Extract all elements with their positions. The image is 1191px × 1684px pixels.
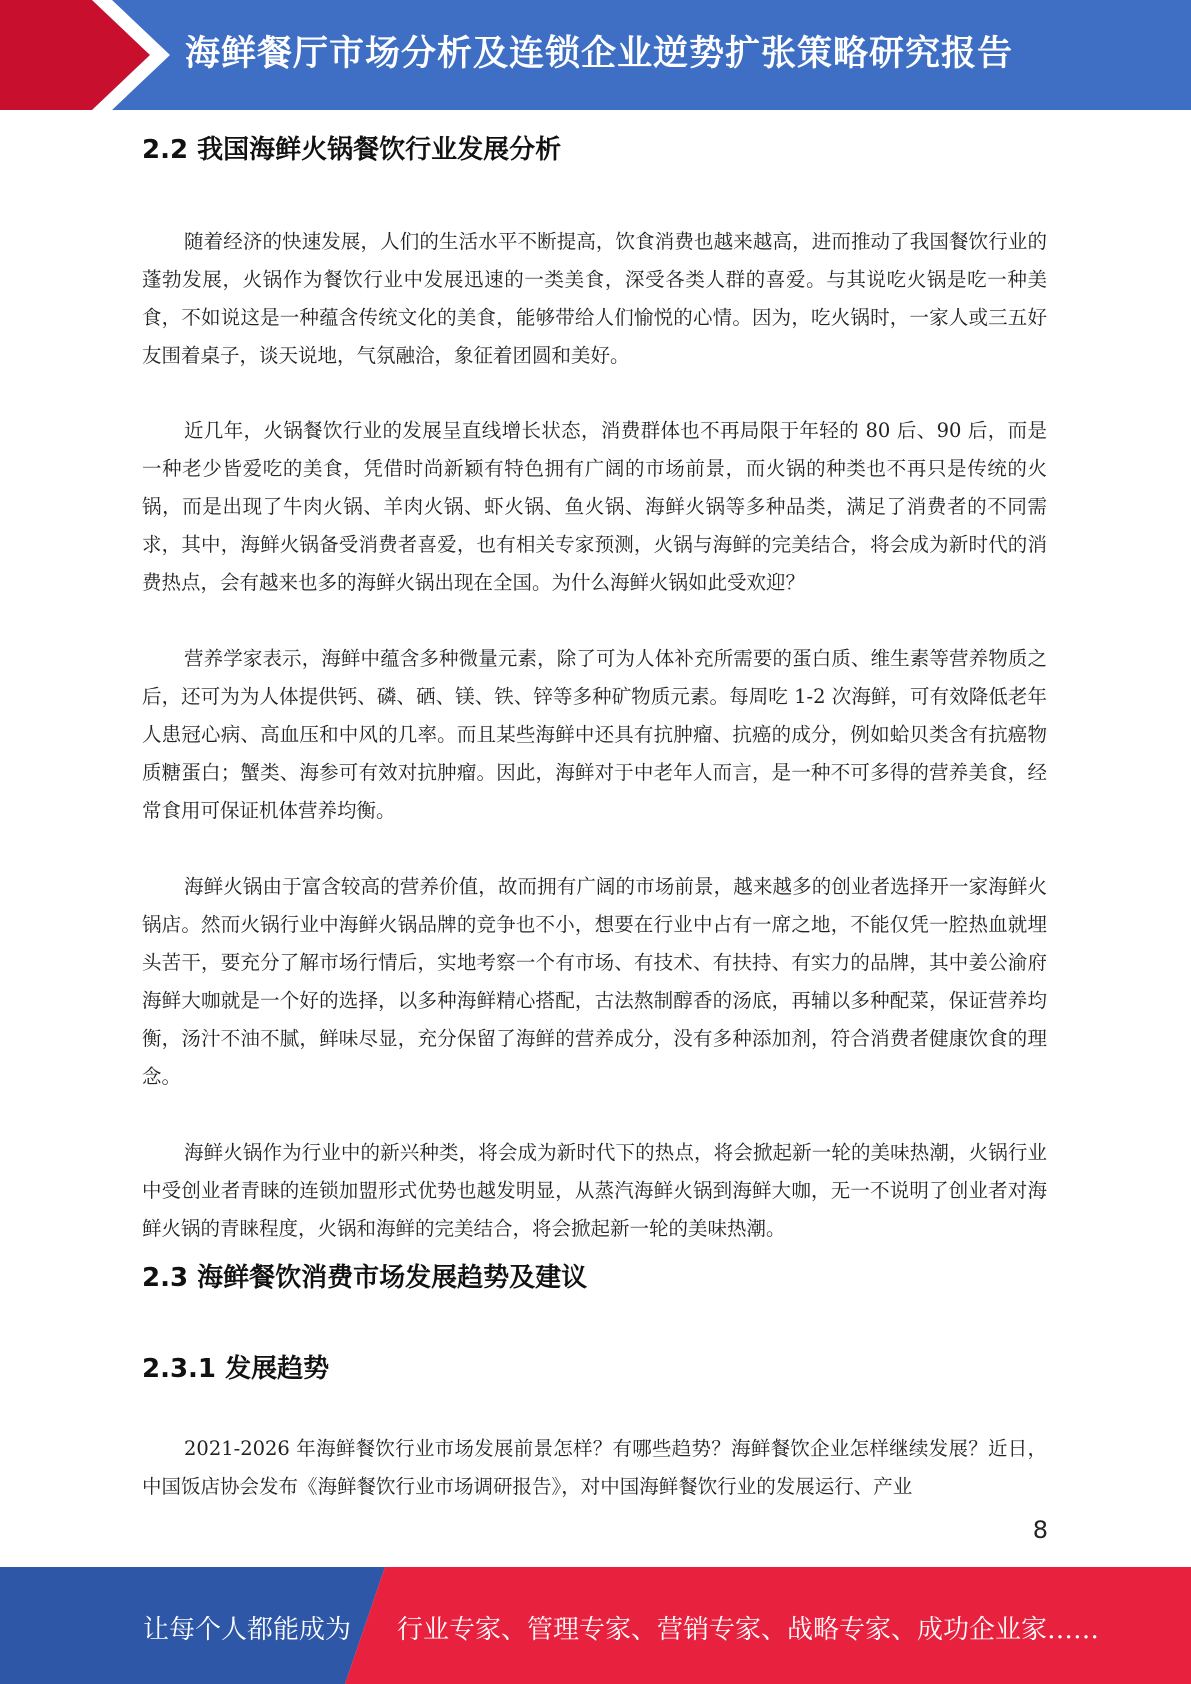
section-heading-2-2: 2.2 我国海鲜火锅餐饮行业发展分析 xyxy=(142,135,562,165)
paragraph: 海鲜火锅由于富含较高的营养价值，故而拥有广阔的市场前景，越来越多的创业者选择开一家海鲜火锅店。然而火锅行业中海鲜火锅品牌的竞争也不小，想要在行业中占有一席之地，不能仅凭一腔热血就埋头苦干，要充分了解市场行情后，实地考察一个有市场、有技术、有扶持、有实力的品牌，其中姜公渝府海鲜大咖就是一个好的选择，以多种海鲜精心搭配，古法熬制醇香的汤底，再辅以多种配菜，保证营养均衡，汤汁不油不腻，鲜味尽显，充分保留了海鲜的营养成分，没有多种添加剂，符合消费者健康饮食的理念。 xyxy=(142,875,1047,1088)
paragraph: 2021-2026 年海鲜餐饮行业市场发展前景怎样？有哪些趋势？海鲜餐饮企业怎样继续发展？近日，中国饭店协会发布《海鲜餐饮行业市场调研报告》，对中国海鲜餐饮行业的发展运行、产业 xyxy=(142,1437,1047,1498)
paragraph: 近几年，火锅餐饮行业的发展呈直线增长状态，消费群体也不再局限于年轻的 80 后、90 后，而是一种老少皆爱吃的美食，凭借时尚新颖有特色拥有广阔的市场前景，而火锅的种类也不再只是传统的火锅，而是出现了牛肉火锅、羊肉火锅、虾火锅、鱼火锅、海鲜火锅等多种品类，满足了消费者的不同需求，其中，海鲜火锅备受消费者喜爱，也有相关专家预测，火锅与海鲜的完美结合，将会成为新时代的消费热点，会有越来也多的海鲜火锅出现在全国。为什么海鲜火锅如此受欢迎？ xyxy=(142,419,1047,594)
paragraph: 海鲜火锅作为行业中的新兴种类，将会成为新时代下的热点，将会掀起新一轮的美味热潮，火锅行业中受创业者青睐的连锁加盟形式优势也越发明显，从蒸汽海鲜火锅到海鲜大咖，无一不说明了创业者对海鲜火锅的青睐程度，火锅和海鲜的完美结合，将会掀起新一轮的美味热潮。 xyxy=(142,1141,1047,1240)
report-title: 海鲜餐厅市场分析及连锁企业逆势扩张策略研究报告 xyxy=(185,34,1014,74)
paragraph: 随着经济的快速发展，人们的生活水平不断提高，饮食消费也越来越高，进而推动了我国餐饮行业的蓬勃发展，火锅作为餐饮行业中发展迅速的一类美食，深受各类人群的喜爱。与其说吃火锅是吃一种美食，不如说这是一种蕴含传统文化的美食，能够带给人们愉悦的心情。因为，吃火锅时，一家人或三五好友围着桌子，谈天说地，气氛融洽，象征着团圆和美好。 xyxy=(142,230,1047,367)
paragraph: 营养学家表示，海鲜中蕴含多种微量元素，除了可为人体补充所需要的蛋白质、维生素等营养物质之后，还可为为人体提供钙、磷、硒、镁、铁、锌等多种矿物质元素。每周吃 1-2 次海鲜，可有效降低老年人患冠心病、高血压和中风的几率。而且某些海鲜中还具有抗肿瘤、抗癌的成分，例如蛤贝类含有抗癌物质糖蛋白；蟹类、海参可有效对抗肿瘤。因此，海鲜对于中老年人而言，是一种不可多得的营养美食，经常食用可保证机体营养均衡。 xyxy=(142,647,1047,822)
page-number: 8 xyxy=(1032,1516,1048,1544)
page-header xyxy=(0,0,1191,110)
footer-slogan-right: 行业专家、管理专家、营销专家、战略专家、成功企业家…… xyxy=(397,1615,1100,1645)
section-heading-2-3: 2.3 海鲜餐饮消费市场发展趋势及建议 xyxy=(142,1263,588,1293)
footer-slogan-left: 让每个人都能成为 xyxy=(143,1615,352,1645)
page-footer xyxy=(0,1567,1191,1684)
section-heading-2-3-1: 2.3.1 发展趋势 xyxy=(142,1354,330,1384)
